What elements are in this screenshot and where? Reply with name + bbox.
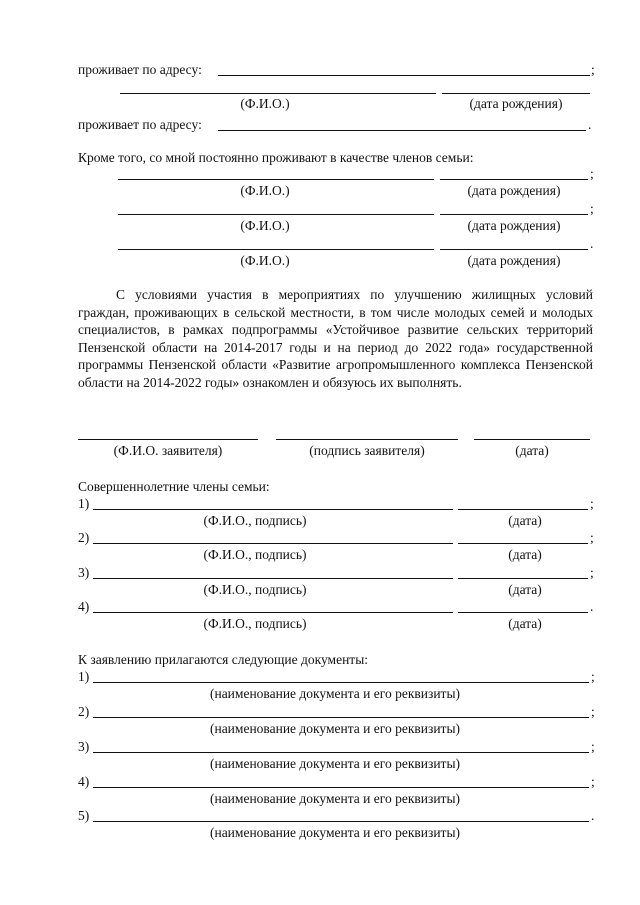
family-name-caption: (Ф.И.О.): [240, 183, 290, 198]
address-label-1: проживает по адресу:: [78, 62, 202, 77]
adult-name-line[interactable]: [93, 530, 453, 544]
family-birth-caption: (дата рождения): [467, 183, 561, 198]
address-end-2: .: [588, 117, 592, 132]
adult-row-number: 2): [78, 530, 90, 545]
adult-row-end: ;: [590, 565, 594, 580]
adult-name-line[interactable]: [93, 496, 453, 510]
document-row-end: .: [591, 808, 595, 823]
family-heading: Кроме того, со мной постоянно проживают в качестве членов семьи:: [78, 150, 474, 165]
adult-row-number: 3): [78, 565, 90, 580]
document-caption: (наименование документа и его реквизиты): [209, 791, 461, 806]
document-row-end: ;: [591, 669, 595, 684]
document-row-number: 3): [78, 739, 90, 754]
family-birth-line[interactable]: [440, 236, 588, 250]
document-line[interactable]: [93, 774, 589, 788]
family-row-end: ;: [590, 166, 594, 181]
applicant-date-caption: (дата): [515, 443, 549, 458]
document-row-end: ;: [591, 774, 595, 789]
document-line[interactable]: [93, 669, 589, 683]
document-caption: (наименование документа и его реквизиты): [209, 721, 461, 736]
adult-date-caption: (дата): [508, 547, 542, 562]
document-row-end: ;: [591, 739, 595, 754]
applicant-signature-line[interactable]: [276, 426, 458, 440]
family-birth-caption: (дата рождения): [467, 253, 561, 268]
document-row-number: 4): [78, 774, 90, 789]
applicant-name-line[interactable]: [78, 426, 258, 440]
family-name-line[interactable]: [118, 166, 434, 180]
family-birth-line[interactable]: [440, 166, 588, 180]
family-name-line[interactable]: [118, 201, 434, 215]
document-row-number: 2): [78, 704, 90, 719]
adult-name-line[interactable]: [93, 565, 453, 579]
family-row-end: .: [590, 236, 594, 251]
applicant-name-caption: (Ф.И.О. заявителя): [113, 443, 223, 458]
family-row-end: ;: [590, 201, 594, 216]
adult-name-line[interactable]: [93, 599, 453, 613]
address-line-1[interactable]: [218, 62, 590, 76]
conditions-text: С условиями участия в мероприятиях по улучшению жилищных условий граждан, проживающих в сельской местности, в том числе молодых семей и молодых специалистов, в рамках подпрограммы «Устойчивое развитие сельских территорий Пензенской области на 2014-2017 годы и на период до 2022 года» государственной программы Пензенской области «Развитие агропромышленного комплекса Пензенской области на 2014-2022 годы» ознакомлен и обязуюсь их выполнять.: [78, 287, 593, 390]
document-caption: (наименование документа и его реквизиты): [209, 756, 461, 771]
name-line-top[interactable]: [120, 80, 436, 94]
adult-row-end: ;: [590, 496, 594, 511]
adult-row-end: .: [590, 599, 594, 614]
document-caption: (наименование документа и его реквизиты): [209, 686, 461, 701]
applicant-signature-caption: (подпись заявителя): [309, 443, 425, 458]
adult-row-number: 1): [78, 496, 90, 511]
document-line[interactable]: [93, 808, 589, 822]
birthdate-caption-top: (дата рождения): [469, 96, 563, 111]
applicant-date-line[interactable]: [474, 426, 590, 440]
address-label-2: проживает по адресу:: [78, 117, 202, 132]
document-row-end: ;: [591, 704, 595, 719]
adult-name-caption: (Ф.И.О., подпись): [203, 547, 307, 562]
adult-row-end: ;: [590, 530, 594, 545]
adult-name-caption: (Ф.И.О., подпись): [203, 616, 307, 631]
family-name-line[interactable]: [118, 236, 434, 250]
document-line[interactable]: [93, 704, 589, 718]
adult-row-number: 4): [78, 599, 90, 614]
adult-name-caption: (Ф.И.О., подпись): [203, 513, 307, 528]
adult-date-caption: (дата): [508, 616, 542, 631]
adult-date-line[interactable]: [458, 599, 588, 613]
adult-name-caption: (Ф.И.О., подпись): [203, 582, 307, 597]
adult-date-line[interactable]: [458, 565, 588, 579]
name-caption-top: (Ф.И.О.): [240, 96, 290, 111]
adult-date-caption: (дата): [508, 582, 542, 597]
adults-heading: Совершеннолетние члены семьи:: [78, 479, 270, 494]
family-birth-line[interactable]: [440, 201, 588, 215]
birthdate-line-top[interactable]: [442, 80, 590, 94]
address-line-2[interactable]: [218, 117, 586, 131]
conditions-paragraph: [78, 286, 593, 392]
document-row-number: 5): [78, 808, 90, 823]
adult-date-line[interactable]: [458, 496, 588, 510]
family-name-caption: (Ф.И.О.): [240, 218, 290, 233]
documents-heading: К заявлению прилагаются следующие документы:: [78, 652, 369, 667]
document-line[interactable]: [93, 739, 589, 753]
family-birth-caption: (дата рождения): [467, 218, 561, 233]
document-row-number: 1): [78, 669, 90, 684]
address-end-1: ;: [591, 62, 595, 77]
adult-date-line[interactable]: [458, 530, 588, 544]
document-caption: (наименование документа и его реквизиты): [209, 825, 461, 840]
adult-date-caption: (дата): [508, 513, 542, 528]
family-name-caption: (Ф.И.О.): [240, 253, 290, 268]
